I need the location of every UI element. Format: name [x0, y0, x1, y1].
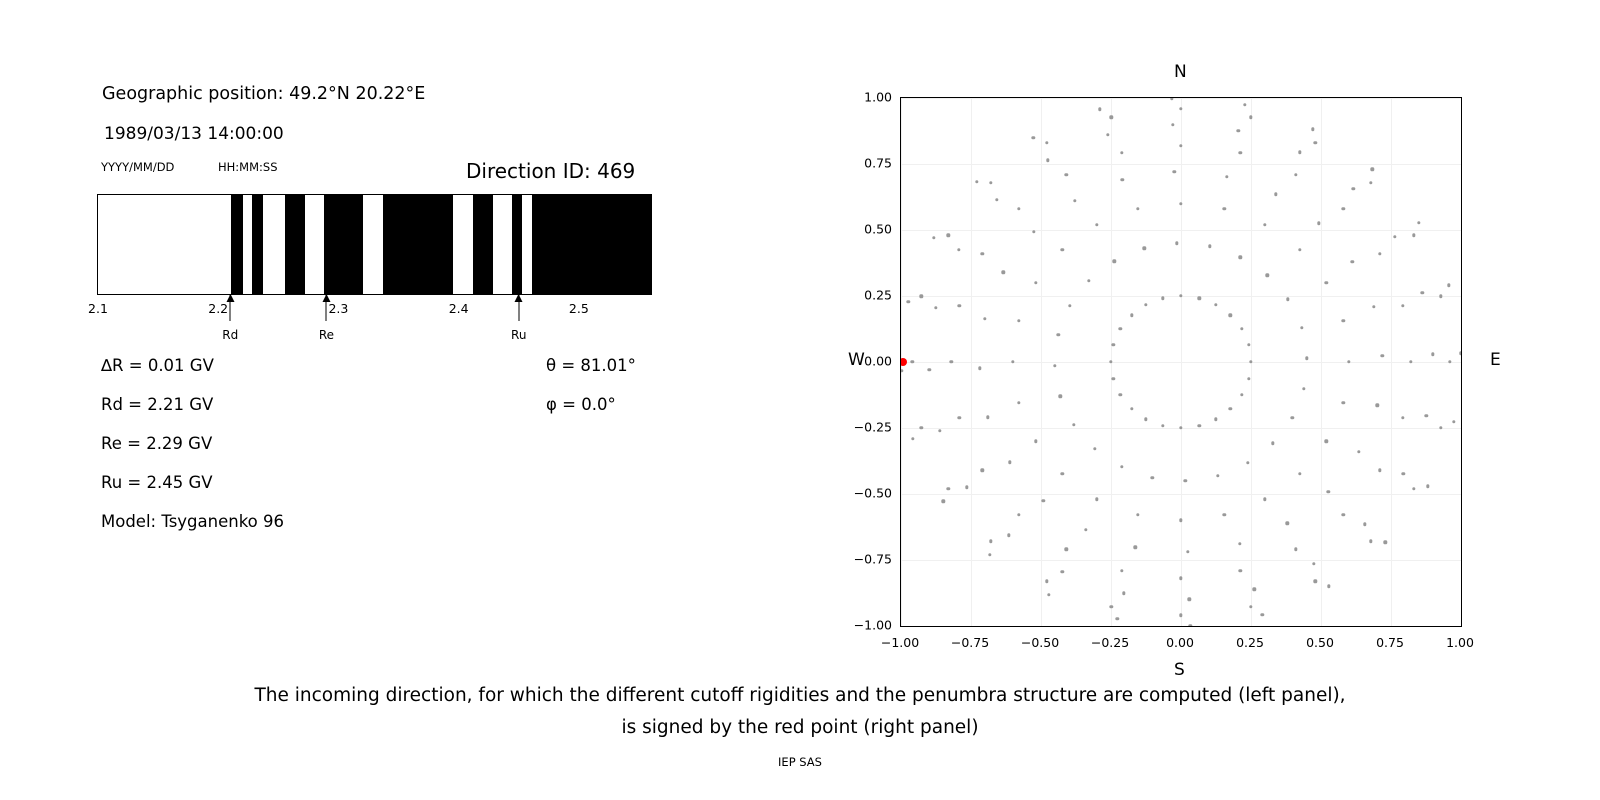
sky-map-point	[1173, 170, 1176, 173]
sky-map-point	[1130, 314, 1133, 317]
x-tick-label: −0.25	[1090, 635, 1130, 650]
sky-map-point	[1144, 417, 1147, 420]
sky-map-point	[1312, 562, 1315, 565]
sky-map-point	[1179, 426, 1182, 429]
x-tick-label: −1.00	[880, 635, 920, 650]
sky-map-point	[1130, 407, 1133, 410]
datetime-label: 1989/03/13 14:00:00	[104, 124, 284, 144]
sky-map-point	[1134, 545, 1137, 548]
sky-map-point	[1263, 497, 1266, 500]
sky-map-point	[1402, 472, 1405, 475]
sky-map-point	[1243, 103, 1246, 106]
penumbra-marker-arrow	[230, 295, 231, 321]
sky-map-point	[1017, 207, 1020, 210]
penumbra-axis	[88, 295, 652, 345]
sky-map-point	[1401, 304, 1404, 307]
penumbra-band	[285, 195, 305, 294]
sky-map-point	[911, 437, 914, 440]
sky-map-point	[1369, 181, 1372, 184]
sky-map-point	[1175, 242, 1178, 245]
sky-map-point	[1342, 513, 1345, 516]
penumbra-marker-arrow	[518, 295, 519, 321]
sky-map-point	[1179, 202, 1182, 205]
sky-map-point	[947, 487, 950, 490]
sky-map-point	[1393, 235, 1396, 238]
sky-map-point	[1342, 401, 1345, 404]
sky-map-point	[975, 180, 978, 183]
param-theta: θ = 81.01°	[546, 356, 636, 375]
sky-map-point	[1179, 577, 1182, 580]
sky-map-point	[950, 360, 953, 363]
sky-map-point	[1214, 303, 1217, 306]
compass-north: N	[1174, 62, 1187, 82]
credit-label: IEP SAS	[778, 755, 822, 769]
sky-map-point	[980, 469, 983, 472]
sky-map-point	[1017, 319, 1020, 322]
sky-map-point	[1216, 474, 1219, 477]
param-rd: Rd = 2.21 GV	[101, 395, 214, 414]
sky-map-point	[1286, 522, 1289, 525]
sky-map-point	[910, 360, 913, 363]
sky-map-point	[958, 304, 961, 307]
compass-east: E	[1490, 350, 1501, 370]
penumbra-marker-label: Ru	[511, 328, 527, 342]
sky-map-point	[1061, 472, 1064, 475]
sky-map-point	[1384, 541, 1387, 544]
time-format-hint: HH:MM:SS	[218, 160, 278, 174]
sky-map-point	[1342, 207, 1345, 210]
sky-map-point	[1119, 393, 1122, 396]
sky-map-point	[932, 236, 935, 239]
sky-map-point	[1120, 151, 1123, 154]
sky-map-point	[1439, 295, 1442, 298]
sky-map-point	[965, 486, 968, 489]
sky-map-point	[934, 306, 937, 309]
sky-map-point	[1237, 129, 1240, 132]
sky-map-point	[1113, 259, 1116, 262]
sky-map-point	[1045, 580, 1048, 583]
date-format-hint: YYYY/MM/DD	[101, 160, 175, 174]
sky-map-point	[1007, 534, 1010, 537]
sky-map-point	[1239, 569, 1242, 572]
sky-map-point	[1032, 230, 1035, 233]
sky-map-point	[900, 369, 903, 372]
sky-map-point	[1072, 423, 1075, 426]
sky-map-point	[1447, 284, 1450, 287]
sky-map-point	[1197, 424, 1200, 427]
sky-map-point	[1057, 333, 1060, 336]
sky-map-point	[1031, 136, 1034, 139]
sky-map-point	[1034, 439, 1037, 442]
sky-map-point	[1247, 343, 1250, 346]
figure-caption	[0, 680, 1600, 744]
sky-map-point	[1412, 234, 1415, 237]
sky-map-point	[1112, 343, 1115, 346]
sky-map-point	[1179, 107, 1182, 110]
x-tick-label: −0.75	[950, 635, 990, 650]
sky-map-point	[1109, 360, 1112, 363]
sky-map-point	[1371, 168, 1374, 171]
sky-map-point	[1298, 151, 1301, 154]
sky-map-point	[1183, 479, 1186, 482]
sky-map-panel	[820, 40, 1560, 680]
penumbra-band	[512, 195, 523, 294]
param-model: Model: Tsyganenko 96	[101, 512, 285, 531]
sky-map-point	[1317, 222, 1320, 225]
sky-map-point	[1325, 439, 1328, 442]
sky-map-point	[1314, 141, 1317, 144]
sky-map-point	[1120, 465, 1123, 468]
sky-map-point	[1378, 252, 1381, 255]
sky-map-point	[1208, 245, 1211, 248]
sky-map-point	[1011, 360, 1014, 363]
penumbra-band	[532, 195, 651, 294]
y-tick-label: −0.50	[853, 485, 892, 501]
sky-map-point	[1059, 395, 1062, 398]
sky-map-point	[1073, 199, 1076, 202]
y-tick-label: 0.00	[864, 353, 892, 369]
sky-map-point	[1151, 476, 1154, 479]
penumbra-band	[324, 195, 363, 294]
sky-map-point	[1381, 354, 1384, 357]
sky-map-point	[927, 368, 930, 371]
sky-map-point	[1087, 279, 1090, 282]
sky-map-point	[947, 234, 950, 237]
penumbra-marker-arrow	[326, 295, 327, 321]
sky-map-point	[1286, 298, 1289, 301]
sky-map-point	[1240, 393, 1243, 396]
sky-map-point	[1325, 281, 1328, 284]
sky-map-point	[1247, 377, 1250, 380]
sky-map-point	[1302, 387, 1305, 390]
gridline	[901, 626, 1461, 627]
sky-map-point	[1298, 248, 1301, 251]
x-tick-label: 0.25	[1236, 635, 1264, 650]
sky-map-point	[1188, 624, 1191, 627]
penumbra-band	[231, 195, 243, 294]
sky-map-point	[1161, 297, 1164, 300]
sky-map-point	[1420, 291, 1423, 294]
x-tick-label: 0.00	[1166, 635, 1194, 650]
sky-map-point	[957, 248, 960, 251]
sky-map-point	[1431, 353, 1434, 356]
sky-map-point	[1229, 407, 1232, 410]
geographic-position-label: Geographic position: 49.2°N 20.22°E	[102, 84, 426, 104]
sky-map-point	[1061, 570, 1064, 573]
sky-map-point	[1417, 221, 1420, 224]
x-tick-label: 0.50	[1306, 635, 1334, 650]
sky-map-point	[1045, 141, 1048, 144]
sky-map-plot	[900, 97, 1462, 627]
sky-map-point	[1116, 617, 1119, 620]
sky-map-point	[1136, 513, 1139, 516]
sky-map-point	[1053, 364, 1056, 367]
sky-map-point	[1214, 417, 1217, 420]
sky-map-point	[1197, 297, 1200, 300]
penumbra-tick-label: 2.4	[448, 301, 469, 316]
gridline	[901, 98, 1461, 99]
sky-map-point	[938, 429, 941, 432]
sky-map-point	[1271, 442, 1274, 445]
sky-map-point	[1294, 173, 1297, 176]
sky-map-point	[1095, 497, 1098, 500]
gridline	[901, 560, 1461, 561]
sky-map-point	[1225, 175, 1228, 178]
param-delta-r: ∆R = 0.01 GV	[101, 356, 214, 375]
penumbra-tick-label: 2.3	[328, 301, 349, 316]
sky-map-point	[1188, 598, 1191, 601]
sky-map-point	[1144, 303, 1147, 306]
penumbra-band	[252, 195, 263, 294]
penumbra-marker-label: Rd	[222, 328, 239, 342]
sky-map-point	[1265, 274, 1268, 277]
sky-map-point	[1084, 528, 1087, 531]
sky-map-point	[980, 252, 983, 255]
sky-map-point	[1409, 360, 1412, 363]
sky-map-point	[1347, 360, 1350, 363]
sky-map-point	[1034, 281, 1037, 284]
sky-map-point	[1136, 207, 1139, 210]
selected-direction-point[interactable]	[900, 358, 907, 366]
sky-map-point	[1095, 223, 1098, 226]
sky-map-point	[1110, 605, 1113, 608]
sky-map-point	[907, 300, 910, 303]
sky-map-point	[1357, 450, 1360, 453]
param-ru: Ru = 2.45 GV	[101, 473, 213, 492]
sky-map-point	[1046, 159, 1049, 162]
sky-map-point	[1263, 223, 1266, 226]
sky-map-point	[1448, 360, 1451, 363]
sky-map-point	[1352, 187, 1355, 190]
sky-map-point	[1041, 499, 1044, 502]
caption-line-1: The incoming direction, for which the different cutoff rigidities and the penumbra structure are computed (left panel),	[254, 685, 1346, 706]
y-tick-label: 0.25	[864, 287, 892, 303]
sky-map-point	[1179, 144, 1182, 147]
x-tick-label: 0.75	[1376, 635, 1404, 650]
penumbra-band	[473, 195, 493, 294]
gridline	[901, 494, 1461, 495]
sky-map-point	[1093, 447, 1096, 450]
sky-map-point	[1064, 173, 1067, 176]
sky-map-point	[1119, 327, 1122, 330]
penumbra-spectrum-chart	[97, 194, 652, 295]
compass-south: S	[1174, 660, 1185, 680]
sky-map-point	[1252, 588, 1255, 591]
sky-map-point	[1311, 127, 1314, 130]
sky-map-point	[986, 415, 989, 418]
y-tick-label: 0.50	[864, 221, 892, 237]
sky-map-point	[1363, 523, 1366, 526]
sky-map-point	[1002, 271, 1005, 274]
param-phi: φ = 0.0°	[546, 395, 616, 414]
sky-map-point	[1186, 550, 1189, 553]
gridline	[1461, 98, 1462, 626]
sky-map-point	[1372, 305, 1375, 308]
penumbra-tick-label: 2.2	[208, 301, 229, 316]
y-tick-label: −0.75	[853, 551, 892, 567]
sky-map-point	[1305, 356, 1308, 359]
sky-map-point	[1327, 584, 1330, 587]
sky-map-point	[1426, 485, 1429, 488]
sky-map-point	[983, 317, 986, 320]
direction-id-label: Direction ID: 469	[466, 159, 636, 183]
penumbra-marker-label: Re	[318, 328, 334, 342]
sky-map-point	[1238, 542, 1241, 545]
sky-map-point	[1239, 256, 1242, 259]
penumbra-tick-label: 2.5	[568, 301, 589, 316]
sky-map-point	[1401, 416, 1404, 419]
penumbra-band	[383, 195, 453, 294]
sky-map-point	[1047, 593, 1050, 596]
sky-map-point	[1110, 115, 1113, 118]
sky-map-point	[1170, 97, 1173, 100]
sky-map-point	[989, 540, 992, 543]
sky-map-point	[1161, 424, 1164, 427]
sky-map-point	[1112, 377, 1115, 380]
y-tick-label: 0.75	[864, 155, 892, 171]
sky-map-point	[1061, 248, 1064, 251]
sky-map-point	[1179, 614, 1182, 617]
sky-map-point	[1376, 403, 1379, 406]
sky-map-point	[1290, 416, 1293, 419]
sky-map-point	[1246, 461, 1249, 464]
sky-map-point	[1249, 360, 1252, 363]
sky-map-point	[1274, 193, 1277, 196]
sky-map-point	[1223, 207, 1226, 210]
sky-map-point	[920, 295, 923, 298]
y-tick-label: −0.25	[853, 419, 892, 435]
left-panel	[0, 0, 760, 640]
sky-map-point	[1179, 294, 1182, 297]
sky-map-point	[1294, 548, 1297, 551]
param-re: Re = 2.29 GV	[101, 434, 213, 453]
sky-map-point	[1017, 401, 1020, 404]
sky-map-point	[1240, 327, 1243, 330]
x-tick-label: −0.50	[1020, 635, 1060, 650]
sky-map-point	[1452, 420, 1455, 423]
sky-map-point	[1106, 133, 1109, 136]
sky-map-point	[1008, 461, 1011, 464]
gridline	[901, 362, 1461, 363]
penumbra-tick-label: 2.1	[88, 301, 108, 316]
sky-map-point	[958, 416, 961, 419]
y-tick-label: −1.00	[853, 617, 892, 633]
compass-west: W	[848, 350, 865, 370]
sky-map-point	[1229, 314, 1232, 317]
gridline	[901, 230, 1461, 231]
sky-map-point	[1121, 178, 1124, 181]
sky-map-point	[1261, 613, 1264, 616]
sky-map-point	[1459, 352, 1462, 355]
sky-map-point	[989, 181, 992, 184]
sky-map-point	[1017, 513, 1020, 516]
sky-map-point	[1314, 580, 1317, 583]
sky-map-point	[1369, 540, 1372, 543]
sky-map-point	[942, 500, 945, 503]
sky-map-point	[1298, 472, 1301, 475]
sky-map-point	[1122, 592, 1125, 595]
sky-map-point	[1068, 304, 1071, 307]
sky-map-point	[1223, 513, 1226, 516]
sky-map-point	[1064, 548, 1067, 551]
sky-map-point	[1412, 487, 1415, 490]
sky-map-point	[1171, 123, 1174, 126]
sky-map-point	[1378, 469, 1381, 472]
sky-map-point	[1098, 108, 1101, 111]
sky-map-point	[988, 553, 991, 556]
sky-map-point	[1120, 569, 1123, 572]
sky-map-point	[1342, 319, 1345, 322]
sky-map-point	[1143, 247, 1146, 250]
caption-line-2: is signed by the red point (right panel)	[621, 717, 979, 738]
x-tick-label: 1.00	[1446, 635, 1474, 650]
sky-map-point	[1239, 151, 1242, 154]
gridline	[901, 164, 1461, 165]
sky-map-point	[978, 367, 981, 370]
sky-map-point	[995, 198, 998, 201]
y-tick-label: 1.00	[864, 89, 892, 105]
sky-map-point	[1425, 414, 1428, 417]
sky-map-point	[1350, 260, 1353, 263]
sky-map-point	[1179, 519, 1182, 522]
sky-map-point	[1300, 326, 1303, 329]
